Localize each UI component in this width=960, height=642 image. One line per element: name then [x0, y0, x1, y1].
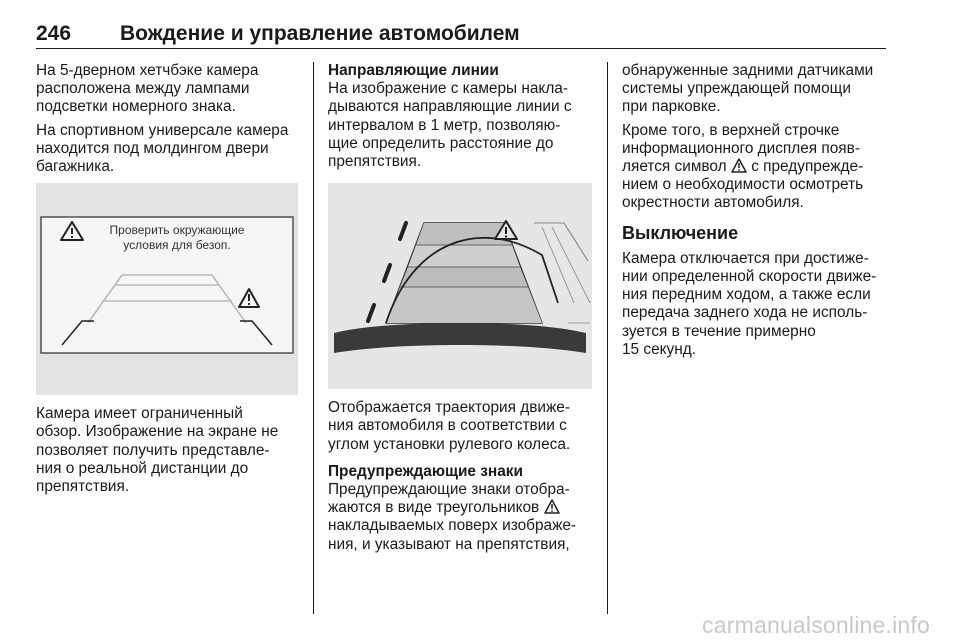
column-divider-2	[607, 62, 608, 614]
figure-warning-text-1: Проверить окружающие	[109, 223, 245, 238]
paragraph-info-display-symbol: Кроме того, в верхней строчке информационного дисплея появ- ляется символ с предупрежде- нием о необходимости осмотреть окрестности автомобиля.	[622, 121, 864, 212]
figure-guide-lines	[328, 183, 594, 389]
figure-warning-text-2: условия для безоп.	[123, 238, 231, 253]
heading-warning-signs: Предупреждающие знаки	[328, 462, 523, 480]
warning-triangle-icon	[544, 499, 560, 514]
paragraph-camera-wagon: На спортивном универсале камера находится под молдингом двери багажника.	[36, 121, 289, 176]
column-divider-1	[313, 62, 314, 614]
column-3	[622, 62, 890, 364]
heading-guide-lines: Направляющие линии	[328, 62, 499, 79]
paragraph-switch-off: Камера отключается при достиже- нии определенной скорости движе- ния передним ходом, а также если передача заднего хода не исполь- зуется в течение примерно 15 секунд.	[622, 249, 877, 358]
warning-triangle-icon	[731, 158, 747, 173]
paragraph-guide-lines: На изображение с камеры накла- дываются направляющие линии с интервалом в 1 метр, позволяю- щие определить расстояние до препятствия.	[328, 80, 572, 171]
figure-camera-display-warning	[36, 183, 298, 395]
column-1	[36, 62, 298, 501]
chapter-title: Вождение и управление автомобилем	[120, 22, 520, 45]
heading-switch-off: Выключение	[622, 222, 739, 243]
watermark: carmanualsonline.info	[702, 612, 930, 638]
page-header	[36, 22, 886, 49]
paragraph-camera-hatchback: На 5-дверном хетчбэке камера расположена между лампами подсветки номерного знака.	[36, 62, 259, 116]
column-2	[328, 62, 594, 559]
paragraph-warning-signs: Предупреждающие знаки отобра- жаются в виде треугольников накладываемых поверх изображе- ния, и указывают на препятствия,	[328, 481, 577, 553]
page-number: 246	[36, 22, 72, 45]
paragraph-rear-sensors: обнаруженные задними датчиками системы упреждающей помощи при парковке.	[622, 62, 874, 116]
paragraph-limited-view: Камера имеет ограниченный обзор. Изображение на экране не позволяет получить представле- ния о реальной дистанции до препятствия.	[36, 405, 279, 496]
paragraph-trajectory: Отображается траектория движе- ния автомобиля в соответствии с углом установки рулевого колеса.	[328, 399, 571, 453]
